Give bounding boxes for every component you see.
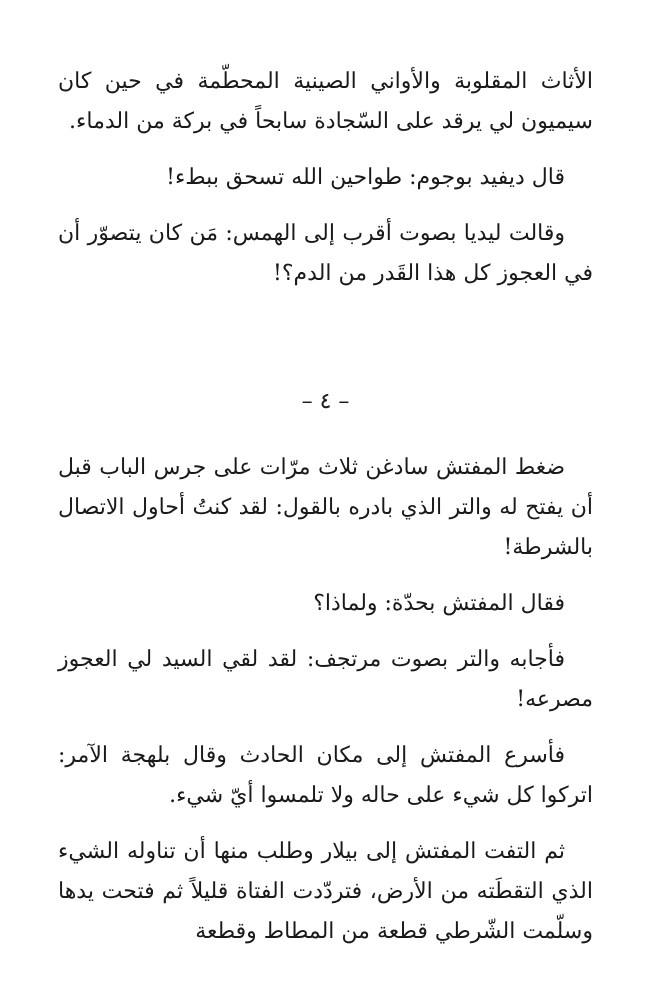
chapter-number: – ٤ – [301, 389, 350, 414]
paragraph-inspector-order: فأسرع المفتش إلى مكان الحادث وقال بلهجة الآمر: اتركوا كل شيء على حاله ولا تلمسوا أيّ شيء. [58, 743, 593, 808]
paragraph-continuation: الأثاث المقلوبة والأواني الصينية المحطّمة في حين كان سيميون لي يرقد على السّجادة سابحاً في بركة من الدماء. [58, 69, 593, 134]
paragraph-pilar: ثم التفت المفتش إلى بيلار وطلب منها أن تناوله الشيء الذي التقطَته من الأرض، فتردّدت الفتاة قليلاً ثم فتحت يدها وسلّمت الشّرطي قطعة من المطاط وقطعة [58, 839, 593, 944]
paragraph-inspector-why: فقال المفتش بحدّة: ولماذا؟ [313, 591, 565, 616]
paragraph-walter-answer: فأجابه والتر بصوت مرتجف: لقد لقي السيد لي العجوز مصرعه! [58, 647, 593, 712]
paragraph-david-quote: قال ديفيد بوجوم: طواحين الله تسحق ببطء! [166, 165, 565, 190]
paragraph-lydia-quote: وقالت ليديا بصوت أقرب إلى الهمس: مَن كان يتصوّر أن في العجوز كل هذا القَدر من الدم؟! [58, 221, 593, 286]
paragraph-inspector-bell: ضغط المفتش سادغن ثلاث مرّات على جرس الباب قبل أن يفتح له والتر الذي بادره بالقول: لقد كنتُ أحاول الاتصال بالشرطة! [58, 455, 593, 560]
